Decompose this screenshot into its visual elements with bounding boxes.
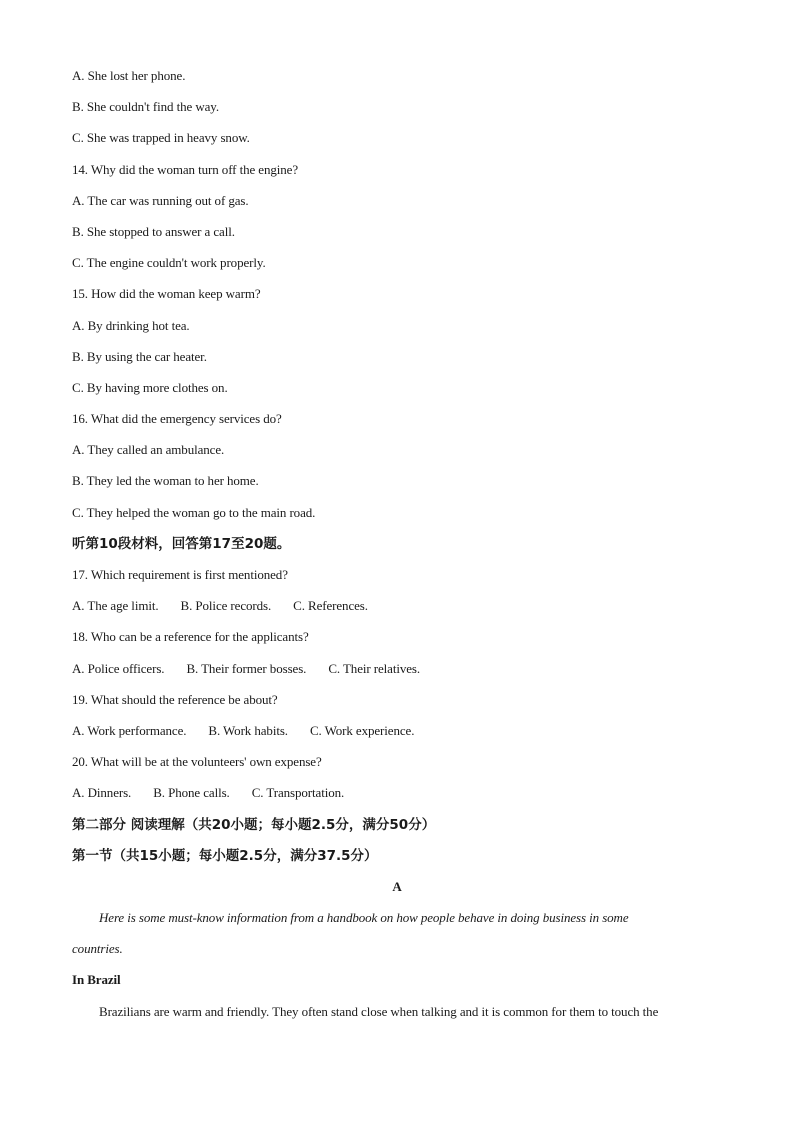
- q13-option-b: B. She couldn't find the way.: [72, 99, 219, 115]
- q13-option-c: C. She was trapped in heavy snow.: [72, 130, 250, 146]
- q14-option-b: B. She stopped to answer a call.: [72, 223, 235, 239]
- q14-option-a: A. The car was running out of gas.: [72, 192, 249, 208]
- q15-option-b: B. By using the car heater.: [72, 348, 207, 364]
- passage-letter: A: [392, 878, 402, 894]
- q16-option-b: B. They led the woman to her home.: [72, 473, 259, 489]
- q13-option-a: A. She lost her phone.: [72, 68, 186, 83]
- section-10-heading: 听第10段材料，回答第17至20题。: [72, 535, 291, 552]
- q17-option-a: A. The age limit.: [72, 598, 159, 614]
- q20-options: [72, 783, 722, 814]
- section1-heading: 第一节（共15小题；每小题2.5分，满分37.5分）: [72, 847, 378, 864]
- document-page: [72, 66, 722, 1033]
- passage-intro-line-1: Here is some must-know information from a handbook on how people behave in doing business in some: [99, 910, 629, 926]
- q19-option-c: C. Work experience.: [309, 722, 415, 738]
- q18-option-b: B. Their former bosses.: [186, 660, 307, 676]
- q15-option-a: A. By drinking hot tea.: [72, 317, 190, 333]
- q19-option-a: A. Work performance.: [72, 722, 187, 738]
- passage-body-line-1: Brazilians are warm and friendly. They often stand close when talking and it is common for them to touch the: [99, 1003, 659, 1019]
- q20-question: 20. What will be at the volunteers' own expense?: [72, 754, 322, 770]
- q16-option-c: C. They helped the woman go to the main road.: [72, 504, 316, 520]
- q14-option-c: C. The engine couldn't work properly.: [72, 255, 266, 271]
- q20-option-a: A. Dinners.: [72, 785, 132, 801]
- q14-question: 14. Why did the woman turn off the engine?: [72, 161, 299, 177]
- q15-question: 15. How did the woman keep warm?: [72, 286, 261, 302]
- q15-option-c: C. By having more clothes on.: [72, 379, 228, 395]
- q20-option-c: C. Transportation.: [251, 785, 345, 801]
- q18-option-c: C. Their relatives.: [328, 660, 421, 676]
- q17-option-c: C. References.: [293, 598, 368, 614]
- q19-question: 19. What should the reference be about?: [72, 691, 278, 707]
- q18-question: 18. Who can be a reference for the applicants?: [72, 629, 309, 645]
- q17-question: 17. Which requirement is first mentioned?: [72, 567, 288, 582]
- q17-option-b: B. Police records.: [180, 598, 272, 614]
- q18-options: [72, 659, 722, 690]
- q16-question: 16. What did the emergency services do?: [72, 411, 282, 427]
- passage-intro-line-2: countries.: [72, 941, 123, 957]
- part2-heading: 第二部分 阅读理解（共20小题；每小题2.5分，满分50分）: [72, 816, 436, 833]
- q19-option-b: B. Work habits.: [208, 722, 288, 738]
- q17-options: [72, 596, 722, 627]
- q18-option-a: A. Police officers.: [72, 660, 165, 676]
- q20-option-b: B. Phone calls.: [153, 785, 230, 801]
- subheading-brazil: In Brazil: [72, 972, 121, 988]
- q19-options: [72, 721, 722, 752]
- q16-option-a: A. They called an ambulance.: [72, 442, 225, 458]
